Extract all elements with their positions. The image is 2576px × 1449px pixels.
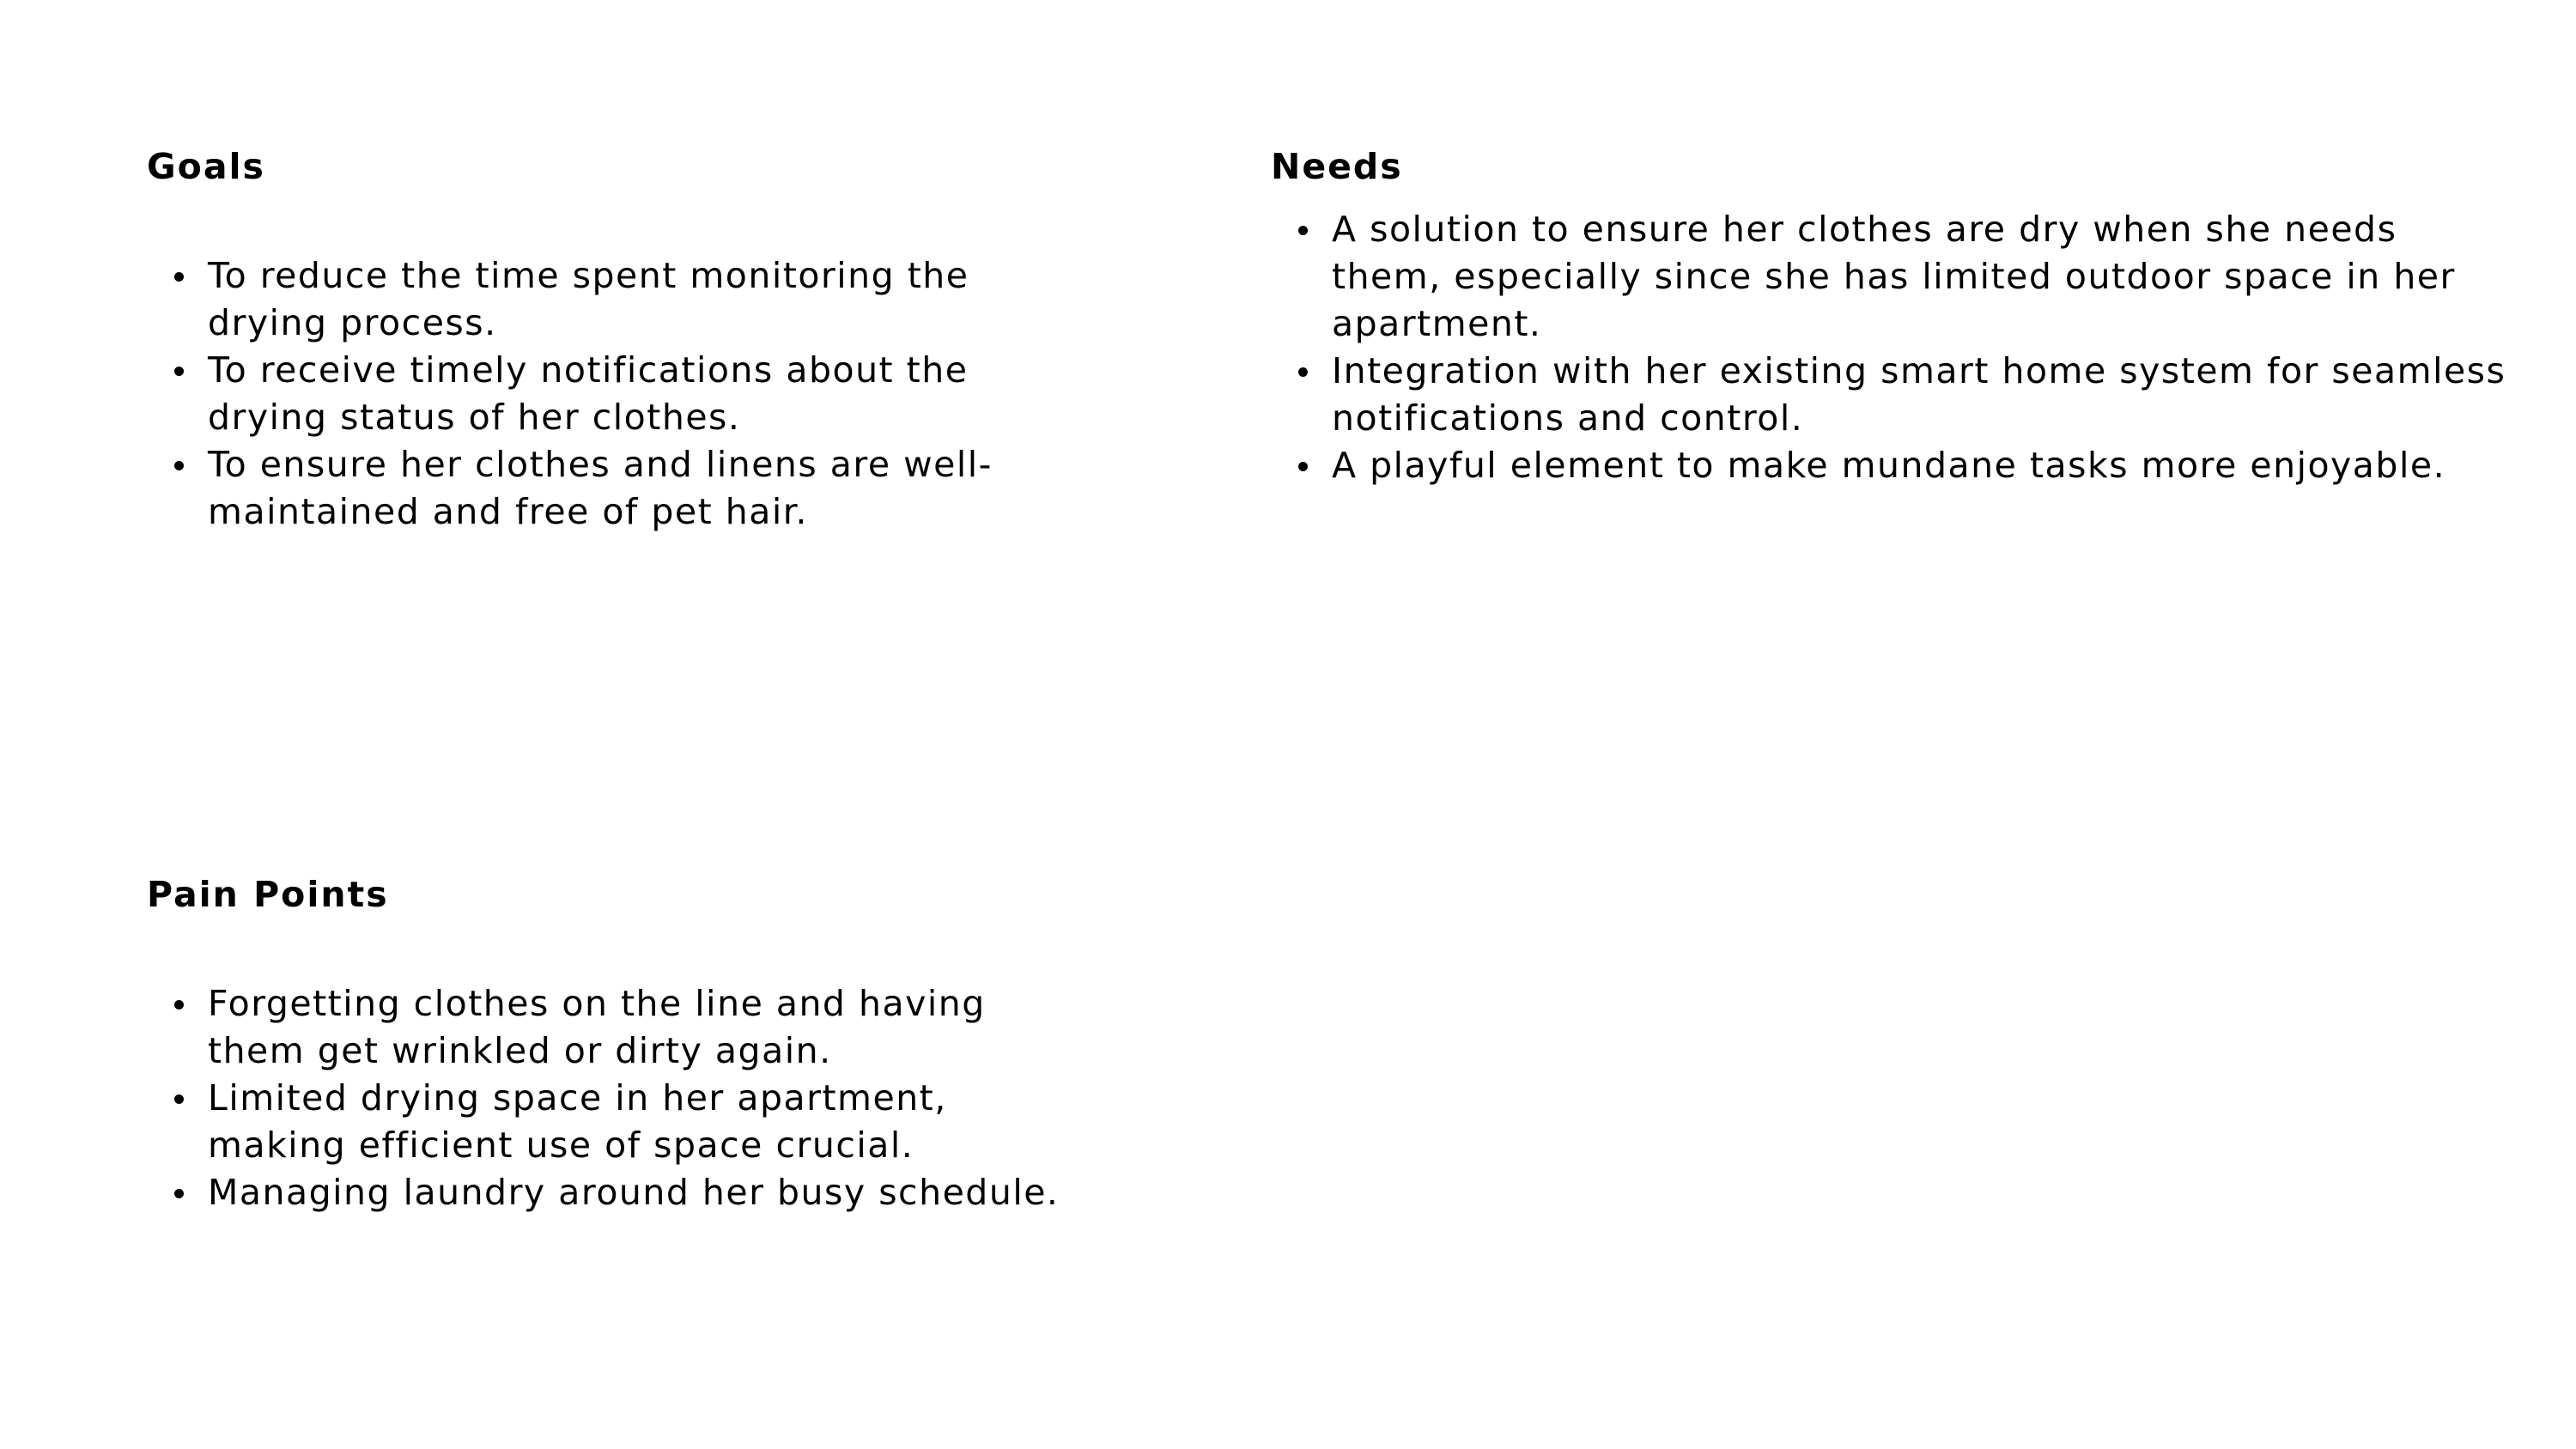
goals-section <box>147 141 1074 536</box>
needs-list-item <box>1271 206 2507 348</box>
goals-list-item <box>147 441 1074 536</box>
needs-item-text: Integration with her existing smart home system for seamless notifications and control. <box>1332 350 2506 439</box>
pain-points-item-text: Managing laundry around her busy schedule. <box>208 1172 1060 1213</box>
bullet-icon <box>1298 226 1308 235</box>
goals-item-text: To ensure her clothes and linens are well-maintained and free of pet hair. <box>208 444 993 532</box>
needs-list-item <box>1271 348 2507 442</box>
bullet-icon <box>174 367 184 376</box>
bullet-icon <box>174 1000 184 1009</box>
needs-section <box>1271 141 2507 489</box>
pain-points-list-item <box>147 1075 1074 1169</box>
pain-points-list-item <box>147 980 1074 1075</box>
goals-item-text: To receive timely notifications about the drying status of her clothes. <box>208 349 969 438</box>
bullet-icon <box>174 461 184 470</box>
bullet-icon <box>174 1189 184 1198</box>
pain-points-item-text: Forgetting clothes on the line and having them get wrinkled or dirty again. <box>208 983 986 1071</box>
goals-list <box>147 252 1074 536</box>
bullet-icon <box>174 272 184 282</box>
bullet-icon <box>1298 462 1308 471</box>
goals-heading: Goals <box>147 146 265 187</box>
needs-list <box>1271 206 2507 489</box>
pain-points-list-item <box>147 1169 1074 1216</box>
needs-item-text: A playful element to make mundane tasks more enjoyable. <box>1332 445 2446 486</box>
pain-points-list <box>147 980 1074 1216</box>
needs-list-item <box>1271 442 2507 489</box>
pain-points-heading: Pain Points <box>147 874 389 915</box>
bullet-icon <box>174 1094 184 1104</box>
bullet-icon <box>1298 367 1308 377</box>
pain-points-item-text: Limited drying space in her apartment, making efficient use of space crucial. <box>208 1077 947 1166</box>
goals-list-item <box>147 252 1074 347</box>
goals-list-item <box>147 347 1074 441</box>
needs-item-text: A solution to ensure her clothes are dry when she needs them, especially since she has limited outdoor space in her apartment. <box>1332 209 2456 344</box>
pain-points-section <box>147 869 1074 1216</box>
goals-item-text: To reduce the time spent monitoring the drying process. <box>208 255 969 343</box>
needs-heading: Needs <box>1271 146 1403 187</box>
